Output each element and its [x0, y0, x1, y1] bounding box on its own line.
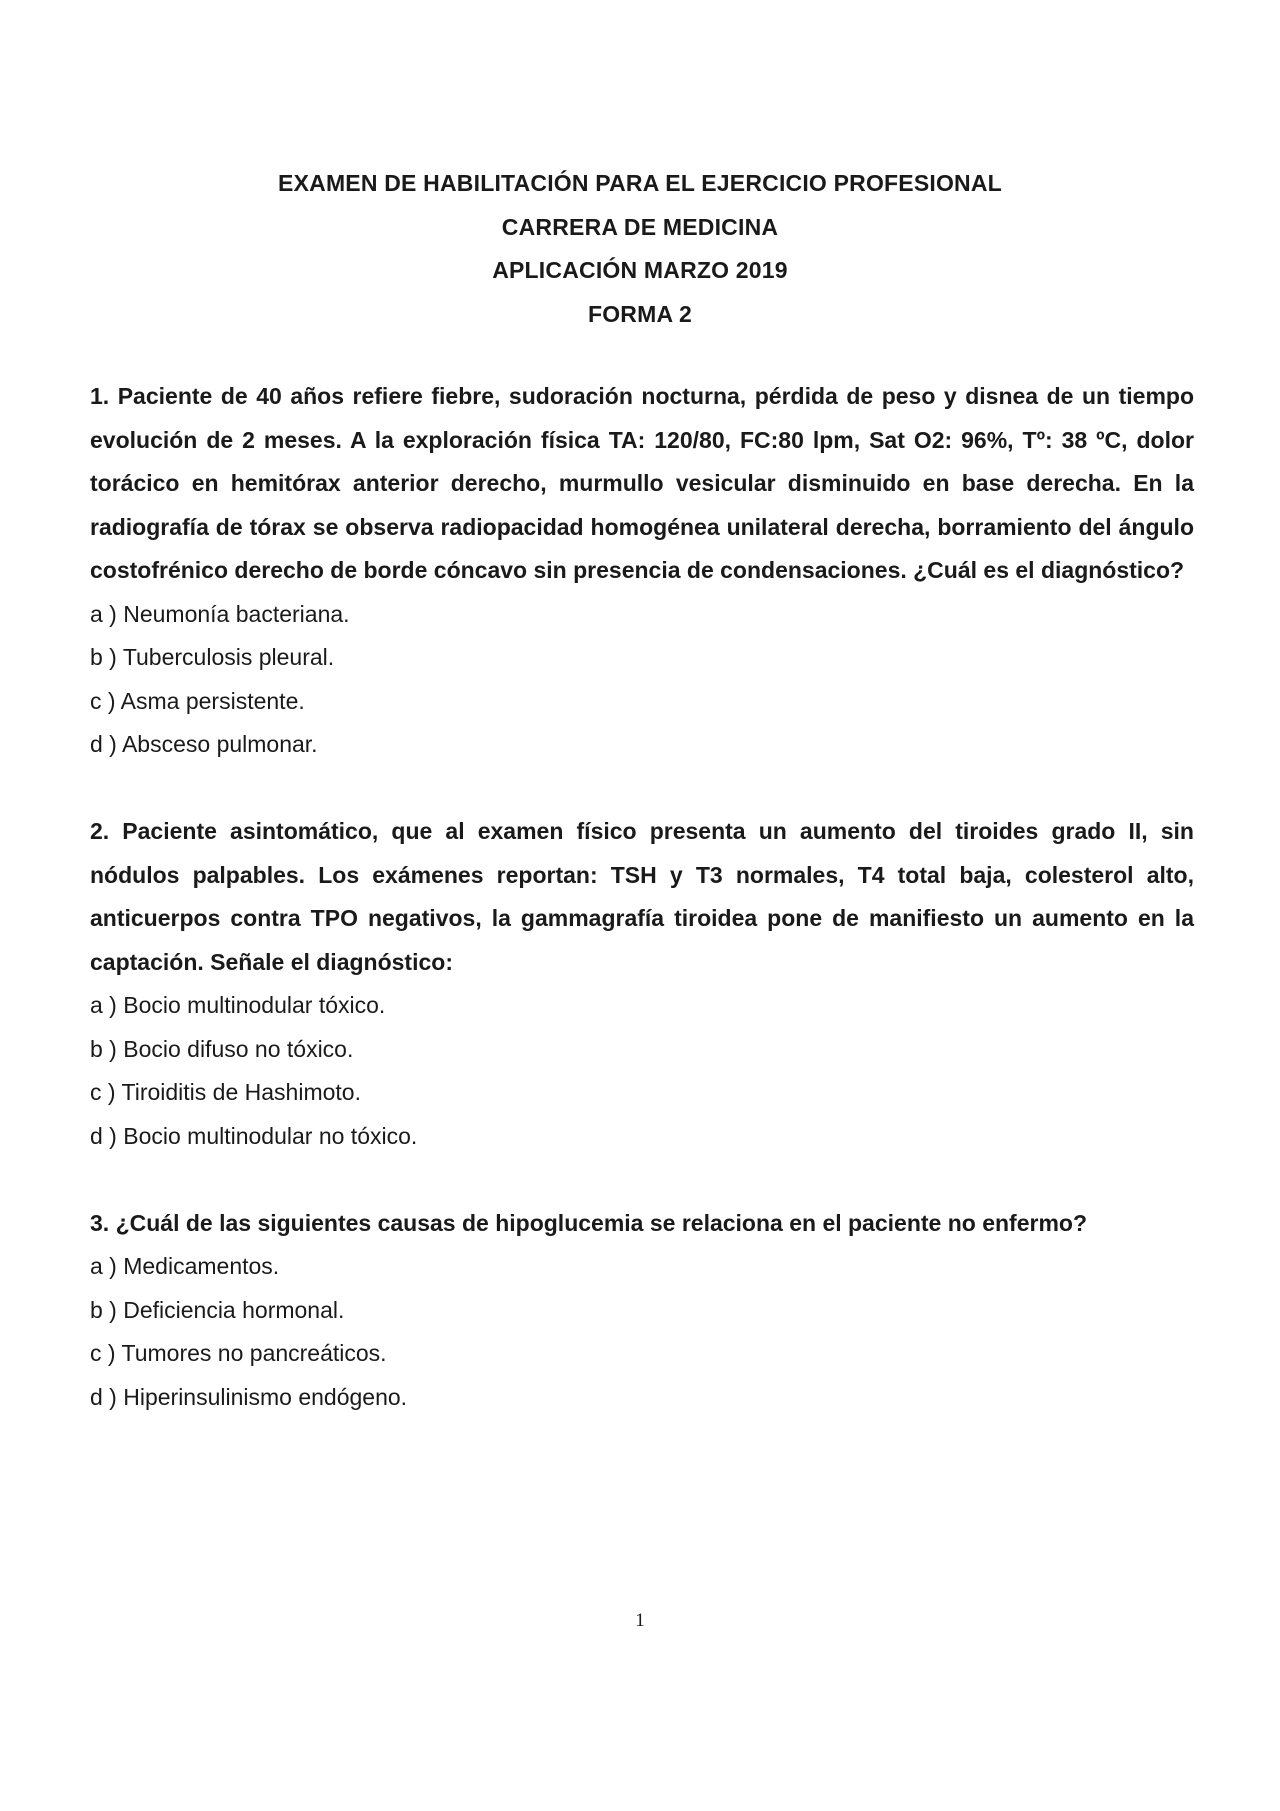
question-2 [90, 810, 1194, 1158]
exam-form: FORMA 2 [587, 300, 693, 327]
option-list [90, 984, 1194, 1158]
career-title: CARRERA DE MEDICINA [501, 213, 779, 240]
question-stem: 3. ¿Cuál de las siguientes causas de hipoglucemia se relaciona en el paciente no enfermo? [90, 1209, 1087, 1236]
question-list [90, 375, 1194, 1419]
option-a: a ) Bocio multinodular tóxico. [90, 992, 386, 1018]
option-list [90, 593, 1194, 767]
question-stem: 2. Paciente asintomático, que al examen físico presenta un aumento del tiroides grado II, sin nódulos palpables. Los exámenes reportan: TSH y T3 normales, T4 total baja, colesterol alto, anticuerpos contra TPO negativos, la gammagrafía tiroidea pone de manifiesto un aumento en la captación. Señale el diagnóstico: [90, 818, 1194, 975]
option-d: d ) Hiperinsulinismo endógeno. [90, 1383, 408, 1410]
exam-title: EXAMEN DE HABILITACIÓN PARA EL EJERCICIO PROFESIONAL [278, 170, 1002, 196]
option-b: b ) Bocio difuso no tóxico. [90, 1035, 354, 1062]
option-b: b ) Deficiencia hormonal. [90, 1296, 345, 1323]
option-list [90, 1245, 1194, 1419]
option-a: a ) Medicamentos. [90, 1253, 280, 1279]
option-d: d ) Absceso pulmonar. [90, 731, 318, 757]
question-1 [90, 375, 1194, 767]
question-stem: 1. Paciente de 40 años refiere fiebre, sudoración nocturna, pérdida de peso y disnea de un tiempo evolución de 2 meses. A la exploración física TA: 120/80, FC:80 lpm, Sat O2: 96%, Tº: 38 ºC, dolor torácico en hemitórax anterior derecho, murmullo vesicular disminuido en base derecha. En la radiografía de tórax se observa radiopacidad homogénea unilateral derecha, borramiento del ángulo costofrénico derecho de borde cóncavo sin presencia de condensaciones. ¿Cuál es el diagnóstico? [90, 383, 1194, 583]
exam-header [0, 162, 1280, 336]
question-spacer [90, 1158, 1194, 1202]
question-spacer [90, 767, 1194, 811]
option-c: c ) Tumores no pancreáticos. [90, 1340, 387, 1366]
option-c: c ) Tiroiditis de Hashimoto. [90, 1079, 361, 1105]
option-a: a ) Neumonía bacteriana. [90, 600, 350, 627]
question-3 [90, 1202, 1194, 1420]
option-c: c ) Asma persistente. [90, 687, 305, 714]
page-number: 1 [635, 1610, 645, 1631]
option-d: d ) Bocio multinodular no tóxico. [90, 1122, 418, 1149]
option-b: b ) Tuberculosis pleural. [90, 644, 335, 670]
application-date: APLICACIÓN MARZO 2019 [492, 257, 788, 283]
